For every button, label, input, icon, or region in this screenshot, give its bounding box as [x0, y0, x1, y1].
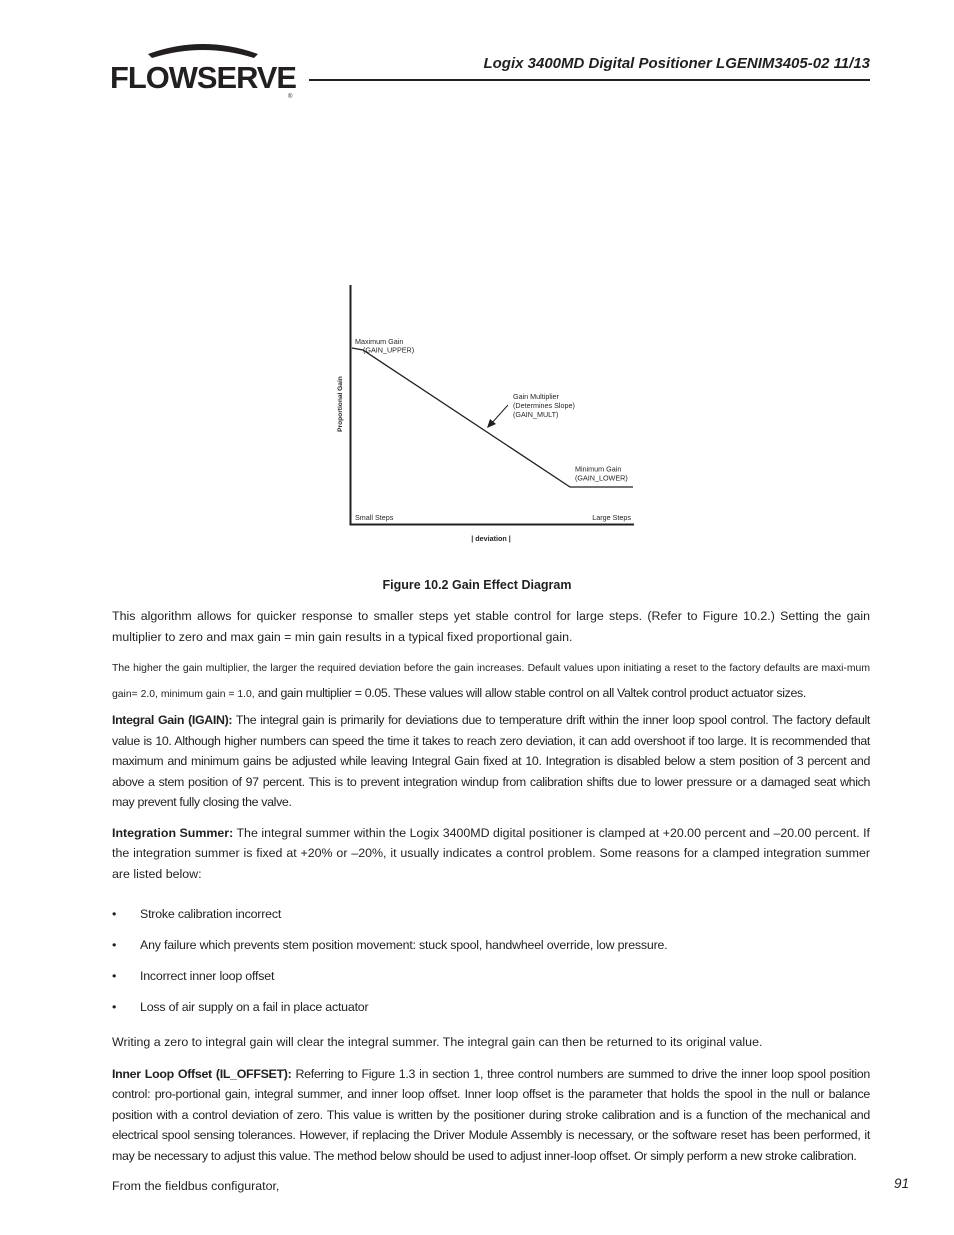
gain-multiplier-arrow: [487, 405, 508, 428]
max-gain-label: Maximum Gain: [355, 337, 404, 346]
large-steps-label: Large Steps: [592, 513, 631, 522]
integral-gain-text: The integral gain is primarily for deviations due to temperature drift within the inner loop spool control. The factory default value is 10. Although higher numbers can speed the time it takes to reach zero deviation, it can add overshoot if too large. It is recommended that maximum and minimum gains be adjusted while leaving Integral Gain fixed at 10. Integration is disabled below a stem position of 3 percent and above a stem position of 97 percent. This is to prevent integration windup from calibration shifts due to lower pressure or a damaged seat which may prevent fully closing the valve.: [112, 713, 871, 809]
page-number: 91: [894, 1176, 910, 1191]
logo-arc: [148, 44, 258, 58]
clamped-summer-reasons: [112, 905, 870, 1029]
paragraph-integral-gain: [112, 710, 870, 813]
bullet-mark: •: [112, 969, 117, 983]
gain-mult-desc: (Determines Slope): [513, 401, 575, 410]
paragraph-integration-summer: [112, 823, 870, 885]
integral-gain-label: Integral Gain (IGAIN):: [112, 713, 233, 727]
defaults-text: and gain multiplier = 0.05. These values will allow stable control on all Valtek control product actuator sizes.: [254, 686, 806, 700]
paragraph-inner-loop-offset: [112, 1064, 870, 1167]
small-steps-label: Small Steps: [355, 513, 394, 522]
body-content: [112, 606, 870, 1197]
gain-mult-label: Gain Multiplier: [513, 392, 559, 401]
figure-caption: Figure 10.2 Gain Effect Diagram: [382, 578, 572, 592]
list-item: • Incorrect inner loop offset: [112, 969, 275, 983]
paragraph-writing-zero: Writing a zero to integral gain will clear the integral summer. The integral gain can then be returned to its original value.: [112, 1035, 763, 1049]
bullet-mark: •: [112, 938, 117, 952]
bullet-mark: •: [112, 907, 117, 921]
integration-summer-label: Integration Summer:: [112, 825, 234, 840]
min-gain-param: (GAIN_LOWER): [575, 473, 628, 483]
flowserve-logo: [108, 40, 303, 100]
logo-wordmark: FLOWSERVE: [110, 60, 297, 95]
paragraph-fieldbus: From the fieldbus configurator,: [112, 1179, 280, 1193]
list-item: • Any failure which prevents stem position movement: stuck spool, handwheel override, low pressure.: [112, 938, 668, 952]
header-rule: [309, 79, 870, 81]
inner-loop-offset-label: Inner Loop Offset (IL_OFFSET):: [112, 1066, 292, 1081]
bullet-mark: •: [112, 1000, 117, 1014]
min-gain-label: Minimum Gain: [575, 464, 622, 474]
svg-text:®: ®: [288, 94, 293, 100]
max-gain-param: (GAIN_UPPER): [363, 345, 415, 355]
defaults-text-small: The higher the gain multiplier, the larger the required deviation before the gain increases. Default values upon initiating a reset to the factory defaults are maxi-mum gain= 2.0, minimum gain = 1.0,: [112, 663, 870, 700]
header-title: Logix 3400MD Digital Positioner LGENIM3405-02 11/13: [483, 55, 870, 72]
integration-summer-text: The integral summer within the Logix 3400MD digital positioner is clamped at +20.00 percent and –20.00 percent. If the integration summer is fixed at +20% or –20%, it usually indicates a control problem. Some reasons for a clamped integration summer are listed below:: [112, 825, 870, 881]
list-item: • Stroke calibration incorrect: [112, 907, 282, 921]
x-axis-label: | deviation |: [471, 534, 511, 543]
paragraph-defaults: [112, 657, 870, 707]
inner-loop-offset-text: Referring to Figure 1.3 in section 1, three control numbers are summed to drive the inner loop spool position control: pro-portional gain, integral summer, and inner loop offset. Inner loop offset is the parameter that holds the spool in the null or balance position with a control deviation of zero. This value is written by the positioner during stroke calibration and is a function of the mechanical and electrical spool sensing tolerances. However, if replacing the Driver Module Assembly is necessary, or the software reset has been performed, it may be necessary to adjust this value. The method below should be used to adjust inner-loop offset. Or simply perform a new stroke calibration.: [112, 1066, 870, 1163]
gain-effect-diagram: [330, 280, 650, 550]
paragraph-algorithm: This algorithm allows for quicker response to smaller steps yet stable control for large steps. (Refer to Figure 10.2.) Setting the gain multiplier to zero and max gain = min gain results in a typical fixed proportional gain.: [112, 609, 870, 644]
list-item: • Loss of air supply on a fail in place actuator: [112, 1000, 369, 1014]
gain-mult-param: (GAIN_MULT): [513, 410, 559, 419]
y-axis-label: Proportional Gain: [337, 376, 344, 432]
